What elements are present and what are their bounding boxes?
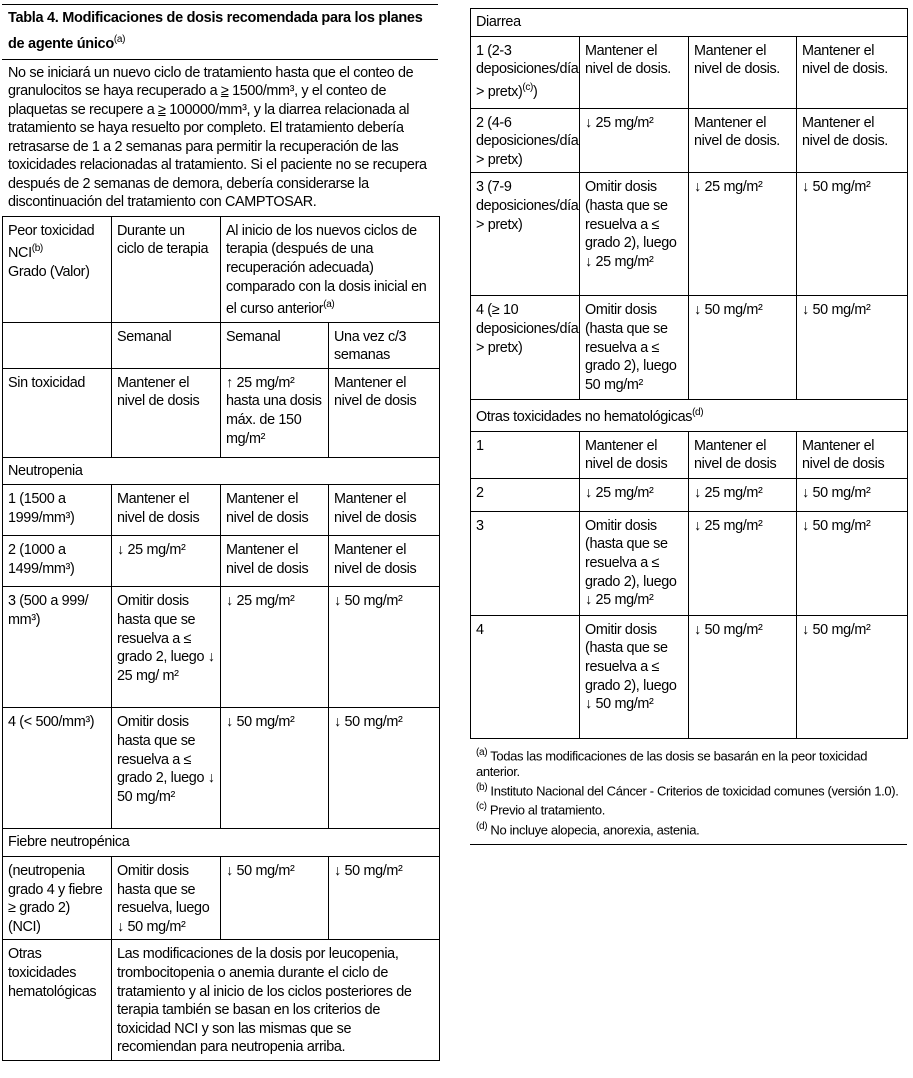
footnotes <box>470 739 907 845</box>
cell-note <box>112 940 440 1061</box>
dose-table-left-body <box>3 216 440 1060</box>
section-row <box>3 829 440 857</box>
cell-text: ↓ 25 mg/m² <box>585 114 654 131</box>
table-row <box>471 615 908 738</box>
section-row <box>471 9 908 37</box>
header-col3: Al inicio de los nuevos ciclos de terapia (después de una recuperación adecuada) comparado con la dosis inicial en el curso anterior <box>226 222 427 317</box>
cell-grade <box>3 368 112 457</box>
cell-text: Mantener el nivel de dosis. <box>694 42 780 78</box>
cell-new-weekly <box>689 511 797 615</box>
cell-text: Omitir dosis hasta que se resuelva a ≤ grado 2, luego ↓ 50 mg/m² <box>117 714 215 805</box>
footnote <box>470 780 907 799</box>
cell-new-3-weeks <box>797 431 908 478</box>
cell-grade-text: 3 (500 a 999/ mm³) <box>8 593 89 628</box>
cell-new-weekly <box>221 368 329 457</box>
table-title-footnote-mark: (a) <box>113 34 126 45</box>
cell-text: ↓ 25 mg/m² <box>694 517 763 534</box>
header-col1-a: Peor toxicidad NCI <box>8 222 95 262</box>
cell-text: Mantener el nivel de dosis. <box>802 42 888 78</box>
cell-new-3-weeks <box>797 173 908 296</box>
cell-new-weekly <box>221 856 329 939</box>
table-row <box>471 36 908 108</box>
section-title-text: Neutropenia <box>8 462 83 479</box>
cell-grade-text: Otras toxicidades hematológicas <box>8 946 97 1000</box>
right-column <box>470 8 907 845</box>
header-worst-toxicity <box>3 216 112 322</box>
cell-text: ↓ 50 mg/m² <box>226 862 295 879</box>
cell-text: Mantener el nivel de dosis <box>334 491 417 526</box>
cell-text: ↓ 50 mg/m² <box>334 593 403 610</box>
cell-text: ↓ 25 mg/m² <box>694 179 763 196</box>
cell-new-3-weeks <box>797 36 908 108</box>
cell-grade-text: 2 <box>476 484 484 501</box>
table-row <box>3 708 440 829</box>
cell-during-cycle <box>112 856 221 939</box>
section-title-text: Diarrea <box>476 14 521 30</box>
cell-text: Omitir dosis (hasta que se resuelva a ≤ grado 2), luego ↓ 50 mg/m² <box>585 621 677 713</box>
cell-during-cycle <box>112 708 221 829</box>
cell-text: ↓ 25 mg/m² <box>585 484 654 501</box>
cell-new-weekly <box>689 108 797 173</box>
cell-new-3-weeks <box>329 856 440 939</box>
cell-new-3-weeks <box>797 615 908 738</box>
intro-text-1: No se iniciará un nuevo ciclo de tratamiento hasta que el conteo de granulocitos se haya recuperado a <box>8 64 414 100</box>
cell-new-weekly <box>689 296 797 400</box>
cell-grade-text: 1 <box>476 437 484 454</box>
cell-text: ↓ 25 mg/m² <box>117 542 186 559</box>
cell-text: Mantener el nivel de dosis <box>117 374 200 410</box>
subheader-weekly-1 <box>112 322 221 368</box>
cell-text: ↓ 50 mg/m² <box>802 517 871 534</box>
cell-grade-text: 2 (1000 a 1499/mm³) <box>8 542 75 577</box>
cell-during-cycle <box>112 587 221 708</box>
footnote-mark: (b) <box>476 782 488 794</box>
cell-text: ↓ 50 mg/m² <box>226 714 295 731</box>
cell-text: Omitir dosis (hasta que se resuelva a ≤ grado 2), luego 50 mg/m² <box>585 302 677 393</box>
cell-grade <box>471 431 580 478</box>
table-row <box>471 108 908 173</box>
cell-grade <box>471 36 580 108</box>
header-col3-sup: (a) <box>323 299 335 311</box>
cell-text: Mantener el nivel de dosis <box>226 542 309 577</box>
section-title <box>471 400 908 431</box>
cell-new-3-weeks <box>329 587 440 708</box>
footnote-mark: (a) <box>476 746 488 758</box>
cell-grade <box>3 940 112 1061</box>
cell-during-cycle <box>580 511 689 615</box>
cell-during-cycle <box>580 615 689 738</box>
footnote-text: No incluye alopecia, anorexia, astenia. <box>487 822 700 838</box>
table-row <box>3 368 440 457</box>
table-row <box>471 431 908 478</box>
cell-text: ↑ 25 mg/m² hasta una dosis máx. de 150 mg/m² <box>226 374 322 447</box>
cell-during-cycle <box>580 36 689 108</box>
cell-new-3-weeks <box>329 536 440 587</box>
cell-new-3-weeks <box>797 108 908 173</box>
cell-text: Mantener el nivel de dosis. <box>694 114 780 150</box>
cell-grade-text: (neutropenia grado 4 y fiebre ≥ grado 2) (NCI) <box>8 862 103 935</box>
cell-text: Mantener el nivel de dosis <box>334 374 417 410</box>
header-col1-sup: (b) <box>31 243 43 255</box>
subheader-col2: Semanal <box>117 328 172 345</box>
cell-new-weekly <box>221 587 329 708</box>
section-title <box>3 457 440 485</box>
cell-text: Omitir dosis hasta que se resuelva, luego ↓ 50 mg/m² <box>117 862 210 935</box>
cell-grade-text: 1 (1500 a 1999/mm³) <box>8 491 75 526</box>
cell-text: Mantener el nivel de dosis <box>117 491 200 526</box>
intro-ge-2: ≥ <box>158 101 166 118</box>
cell-grade <box>3 856 112 939</box>
table-row <box>471 173 908 296</box>
section-row <box>3 457 440 485</box>
cell-text: ↓ 50 mg/m² <box>802 621 871 638</box>
cell-text: Mantener el nivel de dosis <box>334 542 417 577</box>
subheader-empty <box>3 322 112 368</box>
header-new-cycles <box>221 216 440 322</box>
cell-during-cycle <box>580 296 689 400</box>
cell-during-cycle <box>580 173 689 296</box>
cell-text: Mantener el nivel de dosis <box>694 437 777 473</box>
section-footnote-mark: (d) <box>692 407 704 419</box>
subheader-row <box>3 322 440 368</box>
cell-new-weekly <box>221 708 329 829</box>
subheader-col3: Semanal <box>226 328 281 345</box>
cell-new-weekly <box>689 478 797 511</box>
cell-text: ↓ 50 mg/m² <box>334 862 403 879</box>
cell-text: Mantener el nivel de dosis <box>585 437 668 473</box>
intro-text-3: 100000/mm³, y la diarrea relacionada al tratamiento se haya resuelto por completo. El tratamiento debería retrasarse de 1 a 2 semanas para permitir la recuperación de las toxicidades relacionadas al tratamiento. Si el paciente no se recupera después de 2 semanas de demora, debería considerarse la discontinuación del tratamiento con CAMPTOSAR. <box>8 101 427 211</box>
cell-new-weekly <box>689 431 797 478</box>
cell-grade <box>471 615 580 738</box>
table-row <box>3 536 440 587</box>
header-col1-b: Grado (Valor) <box>8 263 90 280</box>
cell-new-weekly <box>689 36 797 108</box>
cell-text: Mantener el nivel de dosis. <box>802 114 888 150</box>
footnote <box>470 745 907 780</box>
cell-grade <box>471 296 580 400</box>
cell-grade-text: 4 <box>476 621 484 638</box>
table-row <box>471 478 908 511</box>
subheader-weekly-2 <box>221 322 329 368</box>
dose-table-left <box>2 216 440 1061</box>
cell-during-cycle <box>580 108 689 173</box>
cell-grade-text: 2 (4-6 deposiciones/día > pretx) <box>476 114 579 168</box>
cell-grade <box>3 485 112 536</box>
cell-text: ↓ 50 mg/m² <box>694 302 763 319</box>
cell-grade <box>3 536 112 587</box>
cell-text: ↓ 25 mg/m² <box>694 484 763 501</box>
section-title-text: Fiebre neutropénica <box>8 834 130 851</box>
cell-new-3-weeks <box>329 368 440 457</box>
cell-grade-after: ) <box>533 83 538 100</box>
cell-grade <box>471 511 580 615</box>
cell-text: ↓ 50 mg/m² <box>802 179 871 196</box>
cell-during-cycle <box>112 485 221 536</box>
cell-text: Omitir dosis (hasta que se resuelva a ≤ grado 2), luego ↓ 25 mg/m² <box>585 179 677 270</box>
cell-grade <box>471 173 580 296</box>
footnote <box>470 819 907 838</box>
cell-during-cycle <box>580 478 689 511</box>
cell-text: ↓ 50 mg/m² <box>802 484 871 501</box>
footnote-text: Todas las modificaciones de las dosis se basarán en la peor toxicidad anterior. <box>476 748 868 780</box>
cell-new-3-weeks <box>797 478 908 511</box>
header-during-cycle <box>112 216 221 322</box>
cell-text: Mantener el nivel de dosis. <box>585 42 671 78</box>
footnote <box>470 799 907 818</box>
header-col2: Durante un ciclo de terapia <box>117 222 209 258</box>
table-row <box>3 856 440 939</box>
header-row <box>3 216 440 322</box>
cell-grade-text: Sin toxicidad <box>8 374 86 391</box>
footnote-text: Previo al tratamiento. <box>486 802 606 818</box>
cell-grade <box>3 708 112 829</box>
dose-table-right-body <box>471 9 908 739</box>
cell-note-text: Las modificaciones de la dosis por leucopenia, trombocitopenia o anemia durante el ciclo de tratamiento y al inicio de los ciclos posteriores de terapia también se basan en los criterios de toxicidad NCI y son las mismas que se recomiendan para neutropenia arriba. <box>117 946 412 1056</box>
cell-new-weekly <box>221 536 329 587</box>
cell-text: ↓ 50 mg/m² <box>334 714 403 731</box>
cell-text: Mantener el nivel de dosis <box>226 491 309 526</box>
footnote-mark: (c) <box>476 801 487 813</box>
cell-text: ↓ 50 mg/m² <box>694 621 763 638</box>
table-row <box>3 485 440 536</box>
table-title-text: Tabla 4. Modificaciones de dosis recomendada para los planes de agente único <box>8 10 423 52</box>
subheader-col4: Una vez c/3 semanas <box>334 328 407 364</box>
cell-new-weekly <box>689 173 797 296</box>
footnote-mark: (d) <box>476 820 488 832</box>
cell-grade-text: 4 (< 500/mm³) <box>8 714 95 731</box>
cell-grade-text: 3 <box>476 517 484 534</box>
section-title-text: Otras toxicidades no hematológicas <box>476 409 693 426</box>
cell-during-cycle <box>112 536 221 587</box>
cell-new-3-weeks <box>329 485 440 536</box>
cell-text: Mantener el nivel de dosis <box>802 437 885 473</box>
cell-grade <box>471 478 580 511</box>
section-title <box>471 9 908 37</box>
table-row <box>471 511 908 615</box>
cell-grade <box>3 587 112 708</box>
subheader-every-3-weeks <box>329 322 440 368</box>
intro-text-2: 1500/mm³, y el conteo de plaquetas se recupere a <box>8 83 387 118</box>
table-title <box>2 4 438 60</box>
cell-new-3-weeks <box>797 511 908 615</box>
cell-text: ↓ 50 mg/m² <box>802 302 871 319</box>
cell-during-cycle <box>580 431 689 478</box>
section-row <box>471 400 908 431</box>
dose-table-right <box>470 8 908 739</box>
footnote-text: Instituto Nacional del Cáncer - Criterios de toxicidad comunes (versión 1.0). <box>487 783 899 799</box>
cell-grade-sup: (c) <box>522 81 534 93</box>
intro-ge-1: ≥ <box>220 83 229 100</box>
cell-new-3-weeks <box>329 708 440 829</box>
cell-text: Omitir dosis (hasta que se resuelva a ≤ grado 2), luego ↓ 25 mg/m² <box>585 517 677 609</box>
cell-new-3-weeks <box>797 296 908 400</box>
cell-grade <box>471 108 580 173</box>
cell-new-weekly <box>221 485 329 536</box>
cell-new-weekly <box>689 615 797 738</box>
cell-grade-text: 3 (7-9 deposiciones/día > pretx) <box>476 179 579 233</box>
cell-during-cycle <box>112 368 221 457</box>
cell-text: ↓ 25 mg/m² <box>226 593 295 610</box>
section-title <box>3 829 440 857</box>
cell-text: Omitir dosis hasta que se resuelva a ≤ grado 2, luego ↓ 25 mg/ m² <box>117 593 215 684</box>
table-row <box>3 587 440 708</box>
intro-paragraph <box>2 60 438 216</box>
cell-grade-text: 1 (2-3 deposiciones/día > pretx) <box>476 42 579 100</box>
table-row <box>3 940 440 1061</box>
left-column <box>2 4 438 1061</box>
table-row <box>471 296 908 400</box>
cell-grade-text: 4 (≥ 10 deposiciones/día > pretx) <box>476 302 579 356</box>
